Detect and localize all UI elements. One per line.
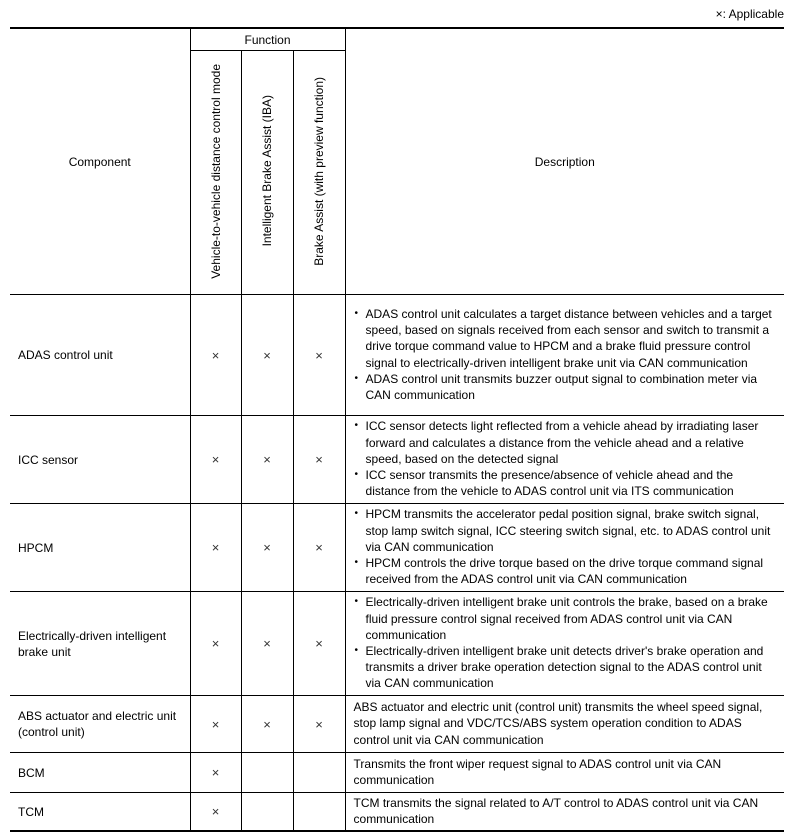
component-cell: TCM [10,793,190,832]
header-function: Function [190,28,345,51]
header-component: Component [10,28,190,295]
component-cell: ABS actuator and electric unit (control unit) [10,696,190,753]
header-function-label: Brake Assist (with preview function) [312,76,326,266]
description-cell: Transmits the front wiper request signal to ADAS control unit via CAN communication [345,753,784,793]
applicable-mark [241,753,293,793]
description-cell: TCM transmits the signal related to A/T control to ADAS control unit via CAN communication [345,793,784,832]
component-cell: ICC sensor [10,416,190,504]
description-cell [345,592,784,696]
applicable-mark: × [190,592,241,696]
applicable-mark: × [241,504,293,592]
header-function-label: Intelligent Brake Assist (IBA) [260,95,274,247]
table-row [10,696,784,753]
table-row [10,504,784,592]
applicable-mark [241,793,293,832]
applicable-mark: × [293,592,345,696]
applicable-mark: × [241,295,293,416]
table-row [10,295,784,416]
component-cell: ADAS control unit [10,295,190,416]
description-bullet: • Electrically-driven intelligent brake unit detects driver's brake operation and transmits a driver brake operation detection signal to the ADAS control unit via CAN communication [354,643,779,692]
applicable-mark: × [190,696,241,753]
applicable-mark: × [241,696,293,753]
description-cell: ABS actuator and electric unit (control unit) transmits the wheel speed signal, stop lamp signal and VDC/TCS/ABS system operation condition to ADAS control unit via CAN communication [345,696,784,753]
description-bullet: • Electrically-driven intelligent brake unit controls the brake, based on a brake fluid pressure control signal received from ADAS control unit via CAN communication [354,594,779,643]
applicable-mark: × [190,793,241,832]
header-function-label: Vehicle-to-vehicle distance control mode [208,63,223,279]
applicable-mark: × [190,416,241,504]
applicable-mark [293,753,345,793]
table-row [10,793,784,832]
description-bullet: • HPCM controls the drive torque based on the drive torque command signal received from the ADAS control unit via CAN communication [354,555,779,587]
applicable-mark: × [241,592,293,696]
applicable-mark: × [190,504,241,592]
description-bullet: • ADAS control unit transmits buzzer output signal to combination meter via CAN communication [354,371,779,403]
description-cell [345,295,784,416]
description-cell [345,504,784,592]
table-row [10,416,784,504]
component-function-table [10,27,784,832]
applicable-mark: × [190,295,241,416]
description-bullet: • ADAS control unit calculates a target distance between vehicles and a target speed, based on signals received from each sensor and switch to transmit a drive torque command value to HPCM and a brake fluid pressure control signal to electrically-driven intelligent brake unit via CAN communication [354,306,779,371]
applicable-mark [293,793,345,832]
header-function-iba [241,51,293,295]
header-function-brake-assist [293,51,345,295]
description-bullet: • ICC sensor transmits the presence/absence of vehicle ahead and the distance from the vehicle to ADAS control unit via ITS communication [354,467,779,499]
description-cell [345,416,784,504]
legend: ×: Applicable [715,7,784,21]
header-description: Description [345,28,784,295]
table-row [10,753,784,793]
applicable-mark: × [190,753,241,793]
table-row [10,592,784,696]
applicable-mark: × [293,696,345,753]
applicable-mark: × [241,416,293,504]
applicable-mark: × [293,416,345,504]
applicable-mark: × [293,295,345,416]
component-cell: Electrically-driven intelligent brake unit [10,592,190,696]
applicable-mark: × [293,504,345,592]
description-bullet: • ICC sensor detects light reflected from a vehicle ahead by irradiating laser forward and calculates a distance from the vehicle ahead and a relative speed, based on the detected signal [354,418,779,467]
description-bullet: • HPCM transmits the accelerator pedal position signal, brake switch signal, stop lamp switch signal, ICC steering switch signal, etc. to ADAS control unit via CAN communication [354,506,779,555]
component-cell: BCM [10,753,190,793]
component-cell: HPCM [10,504,190,592]
header-function-distance-control [190,51,241,295]
